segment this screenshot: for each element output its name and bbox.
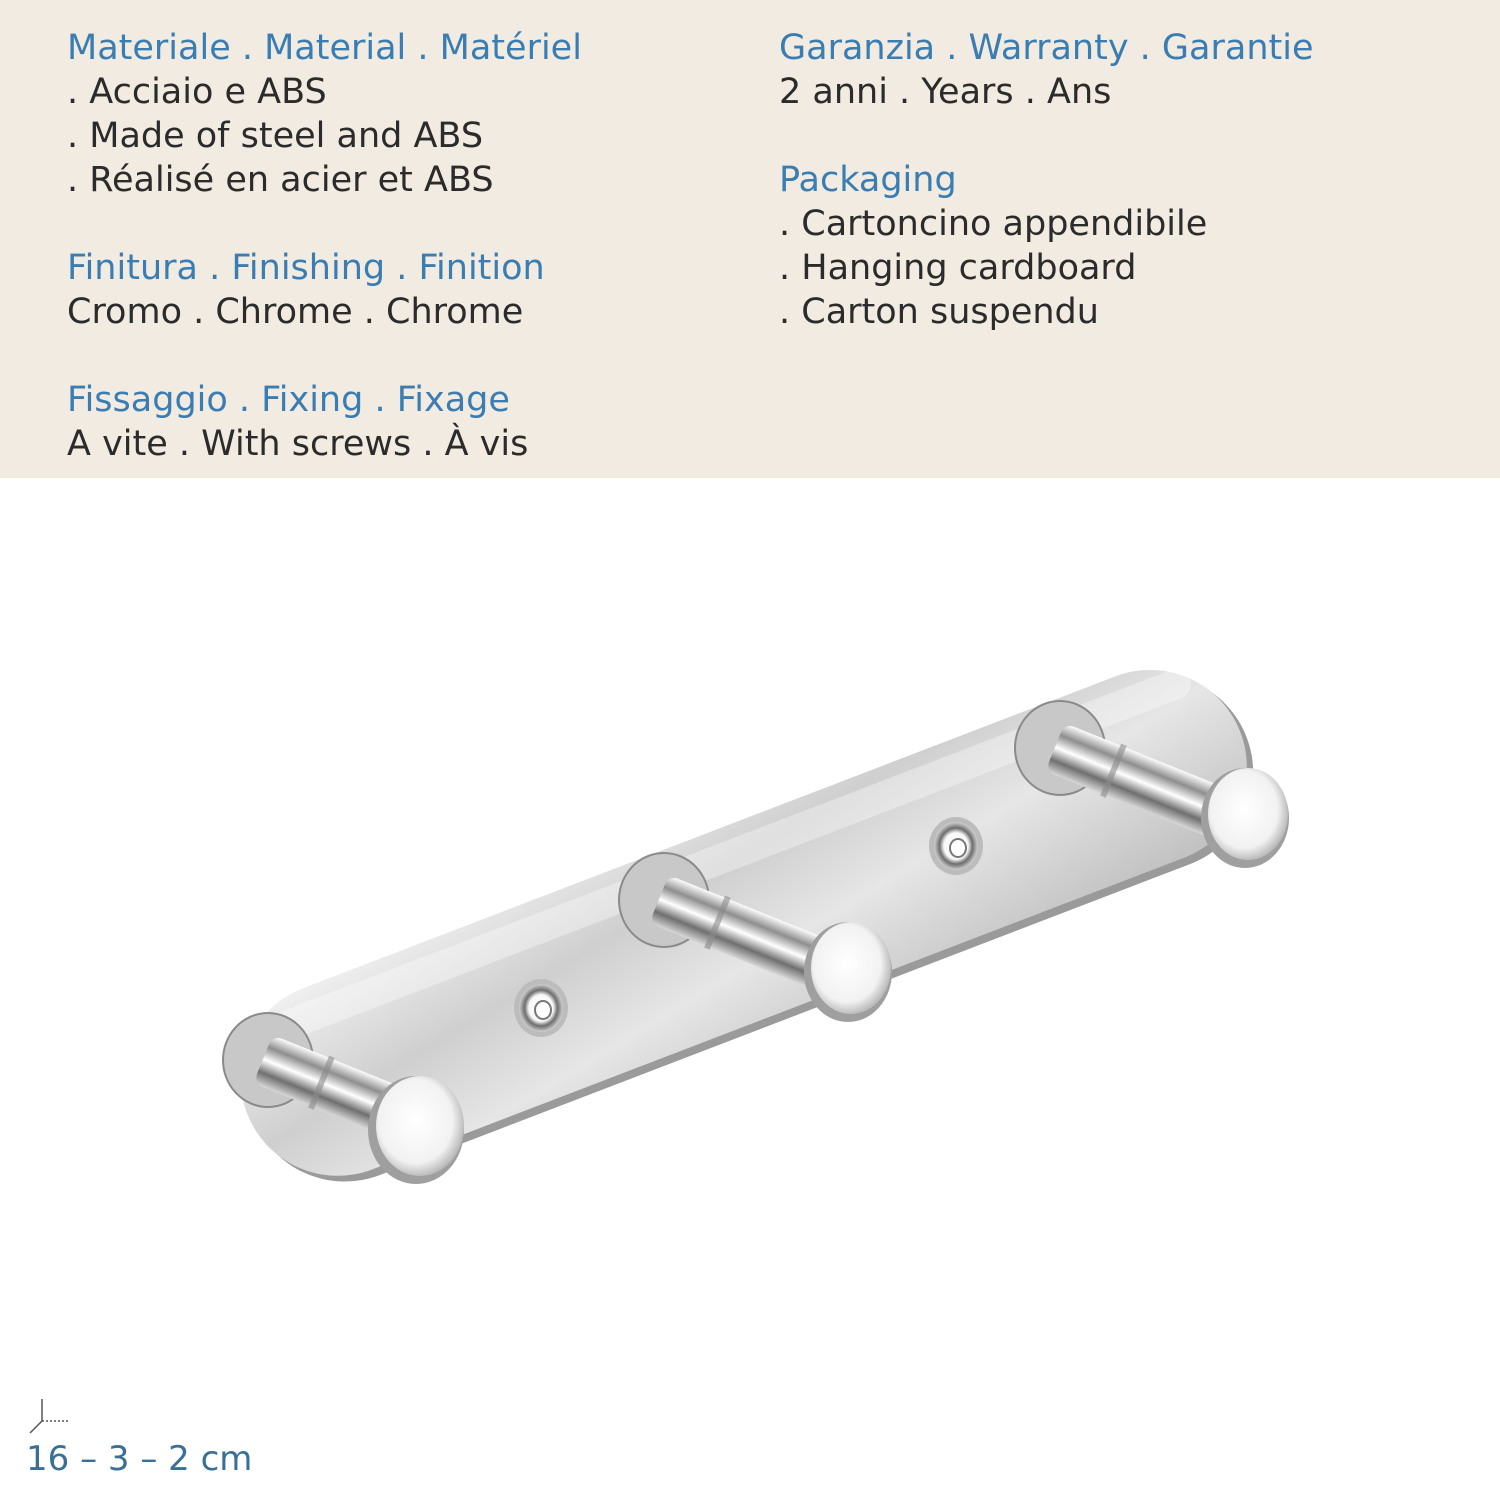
screw-hole-right (929, 817, 983, 875)
spec-column-right (779, 26, 1479, 378)
finishing-heading: Finitura . Finishing . Finition (67, 248, 545, 288)
dimensions (26, 1395, 252, 1479)
spec-warranty (779, 26, 1479, 114)
material-line-en: . Made of steel and ABS (67, 116, 484, 156)
fixing-line: A vite . With screws . À vis (67, 424, 529, 464)
spec-column-left (67, 26, 747, 510)
packaging-line-it: . Cartoncino appendibile (779, 204, 1208, 244)
warranty-line: 2 anni . Years . Ans (779, 72, 1112, 112)
material-heading: Materiale . Material . Matériel (67, 28, 582, 68)
spec-material (67, 26, 747, 202)
spec-fixing (67, 378, 747, 466)
packaging-line-en: . Hanging cardboard (779, 248, 1137, 288)
dimensions-text: 16 – 3 – 2 cm (26, 1439, 253, 1479)
packaging-line-fr: . Carton suspendu (779, 292, 1099, 332)
3d-axes-icon (26, 1395, 74, 1437)
finishing-line: Cromo . Chrome . Chrome (67, 292, 524, 332)
packaging-heading: Packaging (779, 160, 957, 200)
spec-finishing (67, 246, 747, 334)
material-line-fr: . Réalisé en acier et ABS (67, 160, 494, 200)
fixing-heading: Fissaggio . Fixing . Fixage (67, 380, 510, 420)
spec-packaging (779, 158, 1479, 334)
product-image (0, 478, 1500, 1378)
hook-rail-illustration (0, 478, 1500, 1378)
screw-hole-left (514, 979, 568, 1037)
spec-panel (0, 0, 1500, 478)
material-line-it: . Acciaio e ABS (67, 72, 327, 112)
warranty-heading: Garanzia . Warranty . Garantie (779, 28, 1314, 68)
